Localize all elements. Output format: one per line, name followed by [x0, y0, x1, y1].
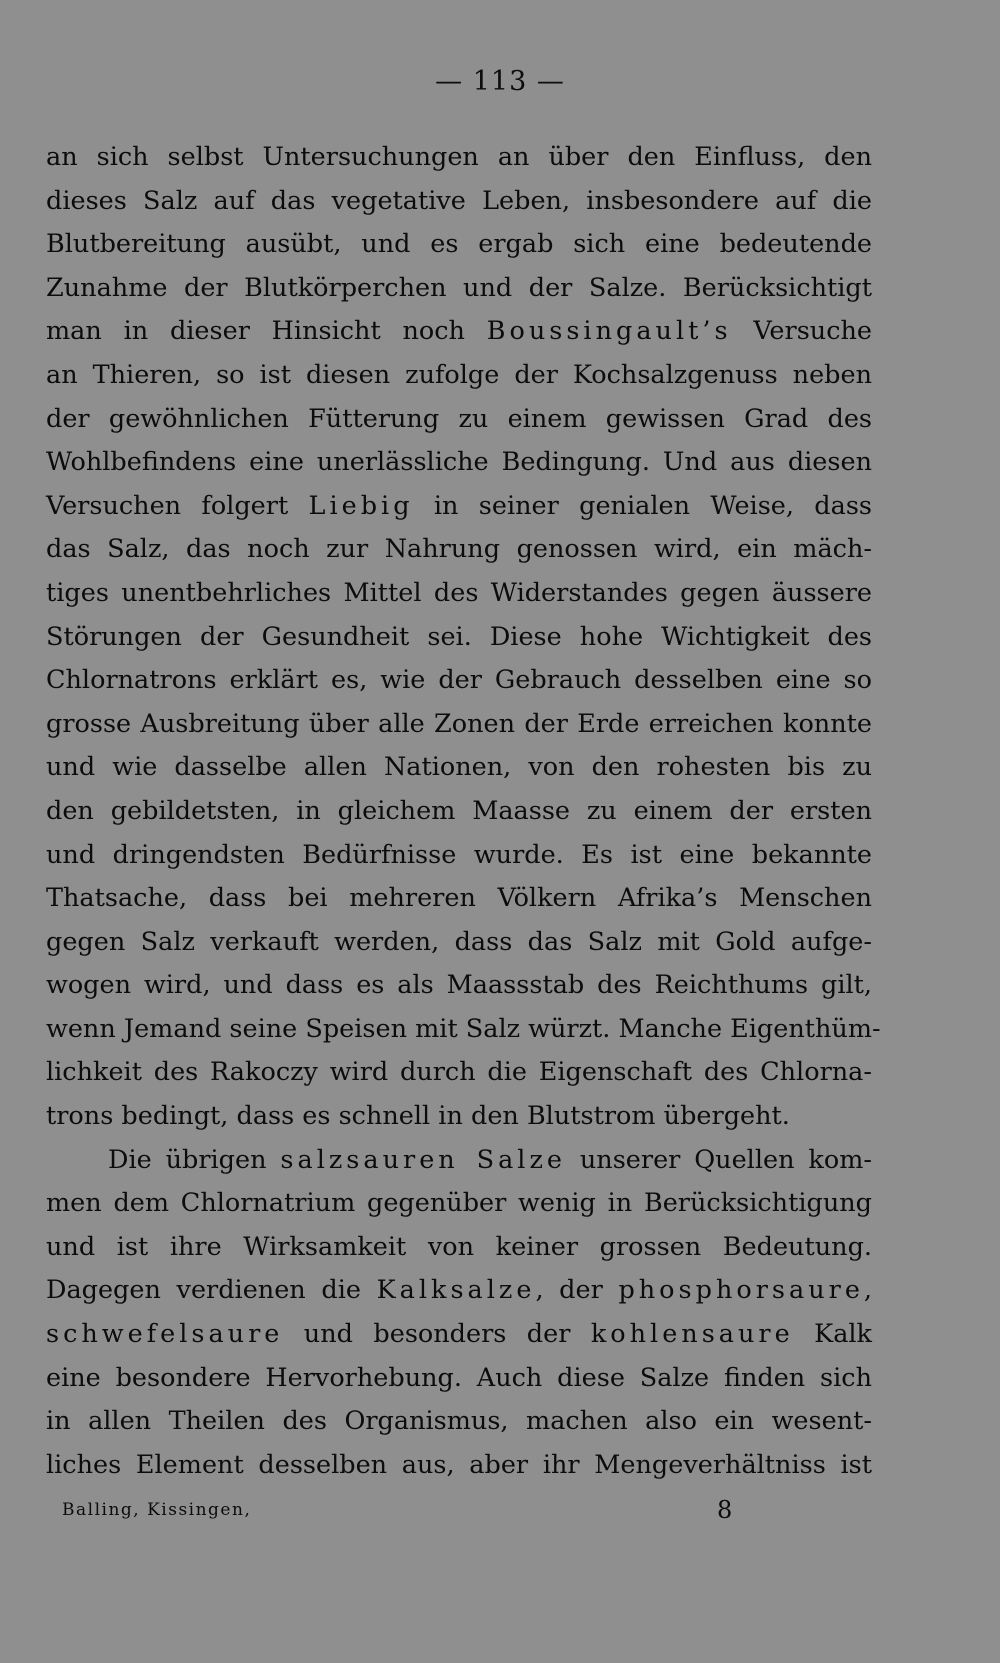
text-line	[46, 1400, 872, 1444]
text-segment: liches Element desselben aus, aber ihr Mengeverhältniss ist	[46, 1449, 872, 1480]
spaced-emphasis: Kalksalze	[376, 1275, 536, 1306]
sheet-mark: 8	[717, 1496, 733, 1524]
paragraph-1	[46, 136, 881, 1139]
text-line	[46, 659, 872, 703]
text-line	[46, 790, 872, 834]
page-footer	[62, 1496, 742, 1526]
text-line	[46, 136, 872, 180]
spaced-emphasis: kohlensaure	[590, 1319, 794, 1350]
text-segment: an Thieren, so ist diesen zufolge der Kochsalzgenuss neben	[46, 359, 872, 390]
spaced-emphasis: Liebig	[308, 490, 414, 521]
text-segment: tiges unentbehrliches Mittel des Widerstandes gegen äussere	[46, 577, 872, 608]
text-segment: Störungen der Gesundheit sei. Diese hohe Wichtigkeit des	[46, 621, 872, 652]
text-segment: men dem Chlornatrium gegenüber wenig in Berücksichtigung	[46, 1188, 872, 1219]
text-line	[46, 834, 872, 878]
text-segment: Wohlbefindens eine unerlässliche Bedingung. Und aus diesen	[46, 447, 872, 478]
spaced-emphasis: salzsauren Salze	[280, 1144, 566, 1175]
text-segment: Dagegen verdienen die	[46, 1275, 377, 1306]
text-segment: lichkeit des Rakoczy wird durch die Eigenschaft des Chlorna-	[46, 1057, 872, 1088]
text-line	[46, 572, 872, 616]
text-line	[46, 1182, 872, 1226]
text-line	[46, 223, 872, 267]
spaced-emphasis: phosphorsaure	[618, 1275, 864, 1306]
spaced-emphasis: schwefelsaure	[46, 1319, 284, 1350]
text-segment: Chlornatrons erklärt es, wie der Gebrauch desselben eine so	[46, 665, 872, 696]
text-segment: und besonders der	[283, 1319, 591, 1350]
text-line	[46, 354, 872, 398]
spaced-emphasis: Boussingault’s	[486, 316, 732, 347]
text-segment: trons bedingt, dass es schnell in den Blutstrom übergeht.	[46, 1101, 790, 1132]
text-line	[46, 746, 872, 790]
text-segment: , der	[535, 1275, 619, 1306]
text-line	[46, 1313, 872, 1357]
text-line	[46, 703, 872, 747]
text-segment: man in dieser Hinsicht noch	[46, 316, 487, 347]
text-segment: Zunahme der Blutkörperchen und der Salze. Berücksichtigt	[46, 272, 872, 303]
text-line	[46, 528, 872, 572]
text-line	[46, 180, 872, 224]
text-segment: Versuche	[731, 316, 873, 347]
text-segment: ,	[863, 1275, 873, 1306]
text-segment: an sich selbst Untersuchungen an über den Einfluss, den	[46, 142, 872, 172]
text-line	[46, 1357, 872, 1401]
page-number: — 113 —	[435, 66, 565, 97]
text-line	[46, 1226, 872, 1270]
text-line	[46, 485, 872, 529]
text-line	[46, 1051, 872, 1095]
text-segment: den gebildetsten, in gleichem Maasse zu einem der ersten	[46, 795, 872, 826]
body-text	[46, 136, 881, 1487]
text-segment: Thatsache, dass bei mehreren Völkern Afrika’s Menschen	[46, 883, 872, 914]
text-segment: dieses Salz auf das vegetative Leben, insbesondere auf die	[46, 185, 872, 216]
text-segment: und wie dasselbe allen Nationen, von den rohesten bis zu	[46, 752, 872, 783]
text-line	[46, 1095, 872, 1139]
text-line	[46, 267, 872, 311]
text-line	[46, 1139, 872, 1183]
text-segment: wogen wird, und dass es als Maassstab des Reichthums gilt,	[46, 970, 872, 1001]
text-line	[46, 441, 872, 485]
text-segment: in allen Theilen des Organismus, machen also ein wesent-	[46, 1406, 872, 1437]
text-segment: Kalk	[793, 1319, 873, 1350]
text-segment: und dringendsten Bedürfnisse wurde. Es ist eine bekannte	[46, 839, 872, 870]
text-line	[46, 1444, 872, 1488]
text-segment: Die übrigen	[108, 1144, 281, 1175]
text-segment: und ist ihre Wirksamkeit von keiner grossen Bedeutung.	[46, 1231, 872, 1262]
text-line	[46, 964, 872, 1008]
text-line	[46, 616, 872, 660]
text-segment: grosse Ausbreitung über alle Zonen der Erde erreichen konnte	[46, 708, 872, 739]
text-segment: das Salz, das noch zur Nahrung genossen wird, ein mäch-	[46, 534, 872, 565]
text-segment: wenn Jemand seine Speisen mit Salz würzt. Manche Eigenthüm-	[46, 1013, 881, 1044]
text-line	[46, 877, 872, 921]
text-segment: Versuchen folgert	[46, 490, 309, 521]
text-segment: unserer Quellen kom-	[565, 1144, 872, 1175]
text-segment: in seiner genialen Weise, dass	[413, 490, 873, 521]
text-line	[46, 1269, 872, 1313]
text-line	[46, 921, 872, 965]
printer-signature: Balling, Kissingen,	[62, 1500, 252, 1520]
text-line	[46, 1008, 881, 1052]
text-line	[46, 398, 872, 442]
text-segment: eine besondere Hervorhebung. Auch diese Salze finden sich	[46, 1362, 872, 1393]
text-segment: Blutbereitung ausübt, und es ergab sich eine bedeutende	[46, 229, 872, 260]
text-segment: gegen Salz verkauft werden, dass das Salz mit Gold aufge-	[46, 926, 872, 957]
text-segment: der gewöhnlichen Fütterung zu einem gewissen Grad des	[46, 403, 872, 434]
text-line	[46, 310, 872, 354]
paragraph-2	[46, 1139, 872, 1488]
